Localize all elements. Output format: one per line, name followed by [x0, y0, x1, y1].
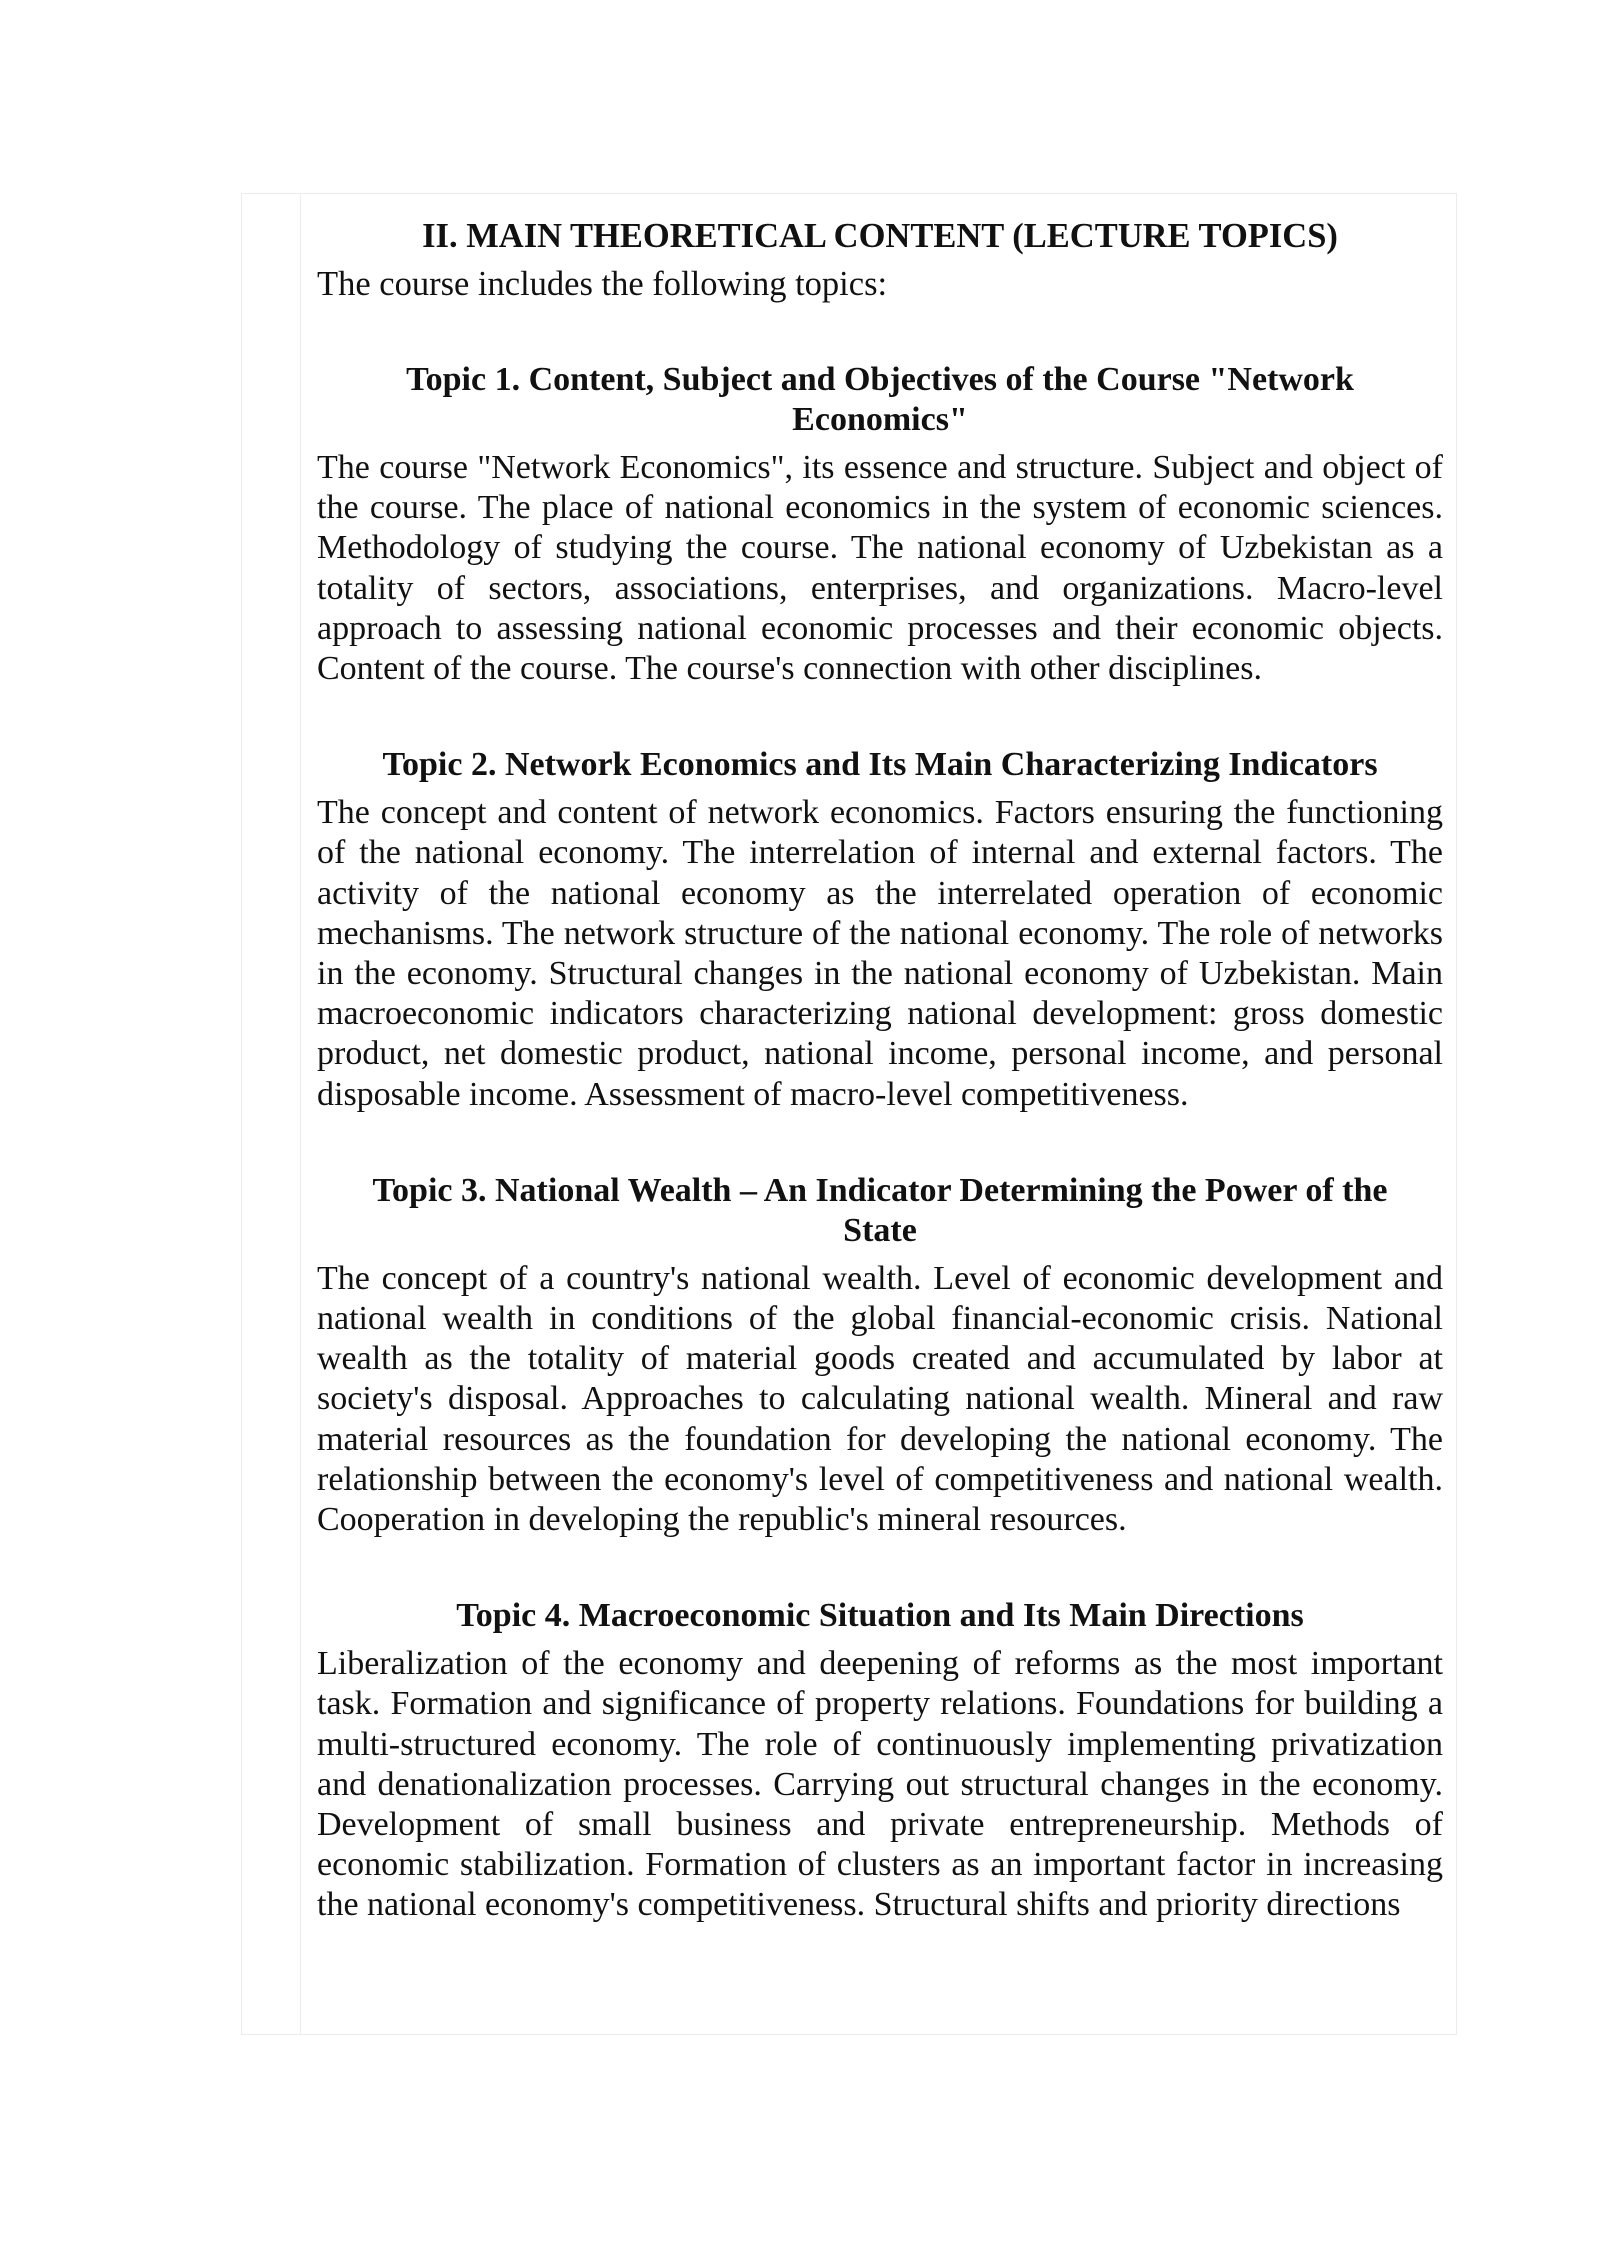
topic-3 [317, 1171, 1443, 1540]
section-heading: II. MAIN THEORETICAL CONTENT (LECTURE TOPICS) [422, 217, 1338, 255]
topic-2-body: The concept and content of network economics. Factors ensuring the functioning of the national economy. The interrelation of internal and external factors. The activity of the national economy as the interrelated operation of economic mechanisms. The network structure of the national economy. The role of networks in the economy. Structural changes in the national economy of Uzbekistan. Main macroeconomic indicators characterizing national development: gross domestic product, net domestic product, national income, personal income, and personal disposable income. Assessment of macro-level competitiveness. [317, 794, 1443, 1113]
topic-2 [317, 745, 1443, 1115]
page-left-gutter [242, 194, 301, 2034]
topic-2-title: Topic 2. Network Economics and Its Main Characterizing Indicators [382, 746, 1378, 784]
intro-text: The course includes the following topics: [317, 265, 888, 303]
document-page-frame [241, 193, 1457, 2035]
topic-1-title: Topic 1. Content, Subject and Objectives of the Course "Network Economics" [406, 361, 1354, 438]
topic-4-title: Topic 4. Macroeconomic Situation and Its Main Directions [456, 1597, 1304, 1635]
topic-3-title: Topic 3. National Wealth – An Indicator Determining the Power of the State [372, 1171, 1388, 1249]
topic-1 [317, 360, 1443, 689]
topic-4 [317, 1596, 1443, 1925]
topic-3-body: The concept of a country's national wealth. Level of economic development and national wealth in conditions of the global financial-economic crisis. National wealth as the totality of material goods created and accumulated by labor at society's disposal. Approaches to calculating national wealth. Mineral and raw material resources as the foundation for developing the national economy. The relationship between the economy's level of competitiveness and national wealth. Cooperation in developing the republic's mineral resources. [317, 1259, 1443, 1539]
document-content [317, 216, 1443, 1926]
topic-4-body: Liberalization of the economy and deepening of reforms as the most important task. Formation and significance of property relations. Foundations for building a multi-structured economy. The role of continuously implementing privatization and denationalization processes. Carrying out structural changes in the economy. Development of small business and private entrepreneurship. Methods of economic stabilization. Formation of clusters as an important factor in increasing the national economy's competitiveness. Structural shifts and priority directions [317, 1645, 1443, 1924]
topic-1-body: The course "Network Economics", its essence and structure. Subject and object of the course. The place of national economics in the system of economic sciences. Methodology of studying the course. The national economy of Uzbekistan as a totality of sectors, associations, enterprises, and organizations. Macro-level approach to assessing national economic processes and their economic objects. Content of the course. The course's connection with other disciplines. [317, 449, 1443, 688]
